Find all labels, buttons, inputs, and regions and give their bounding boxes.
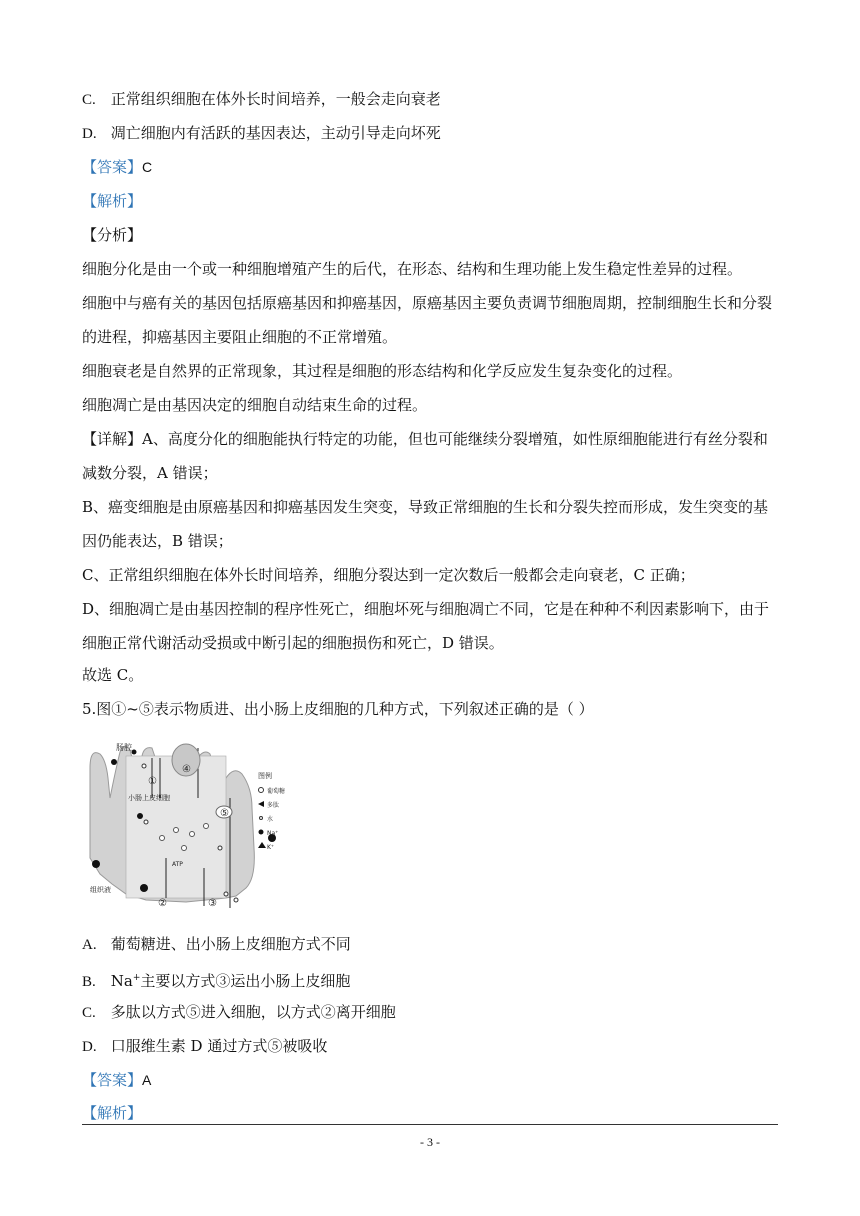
- option-letter: A.: [82, 937, 97, 953]
- detail-line: 故选 C。: [82, 666, 144, 684]
- legend-k: K⁺: [267, 844, 275, 851]
- legend-water: 水: [267, 816, 274, 823]
- cell-transport-figure: [86, 738, 286, 916]
- num-2: ②: [158, 898, 167, 909]
- option-b: [82, 968, 350, 992]
- option-text: 口服维生素 D 通过方式⑤被吸收: [110, 1037, 328, 1055]
- paragraph: 的进程，抑癌基因主要阻止细胞的不正常增殖。: [82, 328, 398, 346]
- detail-line: D、细胞凋亡是由基因控制的程序性死亡，细胞坏死与细胞凋亡不同，它是在种种不利因素影响下，由于: [82, 600, 770, 618]
- label-atp: ATP: [172, 861, 183, 868]
- fenxi-label: 【分析】: [82, 226, 143, 244]
- detail-line: 细胞正常代谢活动受损或中断引起的细胞损伤和死亡，D 错误。: [82, 634, 504, 652]
- label-lumen: 肠腔: [116, 743, 132, 752]
- option-sup: +: [132, 973, 141, 983]
- num-5: ⑤: [220, 808, 229, 819]
- answer-label: 【答案】: [82, 158, 143, 176]
- answer-value: A: [142, 1072, 152, 1088]
- detail-label: 【详解】: [82, 430, 143, 448]
- num-3: ③: [208, 898, 217, 909]
- num-4: ④: [182, 764, 191, 775]
- answer-prev: [82, 157, 152, 177]
- num-1: ①: [148, 776, 157, 787]
- analysis-label: 【解析】: [82, 192, 143, 210]
- legend-k-icon: [258, 842, 266, 848]
- option-d: [82, 1036, 327, 1057]
- detail-line: B、癌变细胞是由原癌基因和抑癌基因发生突变，导致正常细胞的生长和分裂失控而形成，发生突变的基: [82, 498, 769, 516]
- option-letter: D.: [82, 126, 97, 142]
- detail-line: 因仍能表达，B 错误；: [82, 532, 233, 550]
- detail-text: A、高度分化的细胞能执行特定的功能，但也可能继续分裂增殖，如性原细胞能进行有丝分裂和: [142, 430, 768, 448]
- question-5: 5.图①~⑤表示物质进、出小肠上皮细胞的几种方式，下列叙述正确的是（ ）: [82, 700, 594, 718]
- paragraph: 细胞中与癌有关的基因包括原癌基因和抑癌基因，原癌基因主要负责调节细胞周期，控制细胞生长和分裂: [82, 294, 773, 312]
- option-letter: C.: [82, 1005, 96, 1021]
- analysis-label-2: 【解析】: [82, 1104, 143, 1122]
- option-text: 正常组织细胞在体外长时间培养，一般会走向衰老: [110, 90, 441, 108]
- option-text: 多肽以方式⑤进入细胞，以方式②离开细胞: [110, 1003, 396, 1021]
- option-text: 凋亡细胞内有活跃的基因表达，主动引导走向坏死: [110, 124, 441, 142]
- detail-line: 减数分裂，A 错误；: [82, 464, 218, 482]
- option-text: 葡萄糖进、出小肠上皮细胞方式不同: [110, 935, 351, 953]
- label-tissue-fluid: 组织液: [90, 886, 111, 894]
- option-letter: D.: [82, 1039, 97, 1055]
- legend-glucose: 葡萄糖: [267, 788, 286, 795]
- option-letter: B.: [82, 974, 96, 990]
- option-c-prev: [82, 89, 441, 110]
- answer-label: 【答案】: [82, 1071, 143, 1089]
- option-a: [82, 934, 351, 955]
- legend-water-icon: [260, 817, 263, 820]
- legend-na: Na⁺: [267, 830, 279, 837]
- legend-peptide: 多肽: [267, 802, 280, 809]
- option-c: [82, 1002, 396, 1023]
- option-text-pre: Na: [110, 972, 133, 990]
- legend-title: 图例: [258, 772, 272, 780]
- detail-line: [82, 429, 768, 449]
- paragraph: 细胞分化是由一个或一种细胞增殖产生的后代，在形态、结构和生理功能上发生稳定性差异的过程。: [82, 260, 743, 278]
- legend-glucose-icon: [259, 788, 264, 793]
- paragraph: 细胞衰老是自然界的正常现象，其过程是细胞的形态结构和化学反应发生复杂变化的过程。: [82, 362, 683, 380]
- option-text-post: 主要以方式③运出小肠上皮细胞: [140, 972, 351, 990]
- page-number: - 3 -: [420, 1135, 440, 1149]
- paragraph: 细胞凋亡是由基因决定的细胞自动结束生命的过程。: [82, 396, 428, 414]
- option-letter: C.: [82, 92, 96, 108]
- answer-value: C: [142, 159, 153, 175]
- label-cell: 小肠上皮细胞: [128, 794, 170, 802]
- legend-na-icon: [259, 830, 264, 835]
- detail-line: C、正常组织细胞在体外长时间培养，细胞分裂达到一定次数后一般都会走向衰老，C 正确；: [82, 566, 695, 584]
- answer: [82, 1070, 151, 1090]
- footer-rule: [82, 1124, 778, 1125]
- legend-peptide-icon: [258, 801, 264, 807]
- option-d-prev: [82, 123, 441, 144]
